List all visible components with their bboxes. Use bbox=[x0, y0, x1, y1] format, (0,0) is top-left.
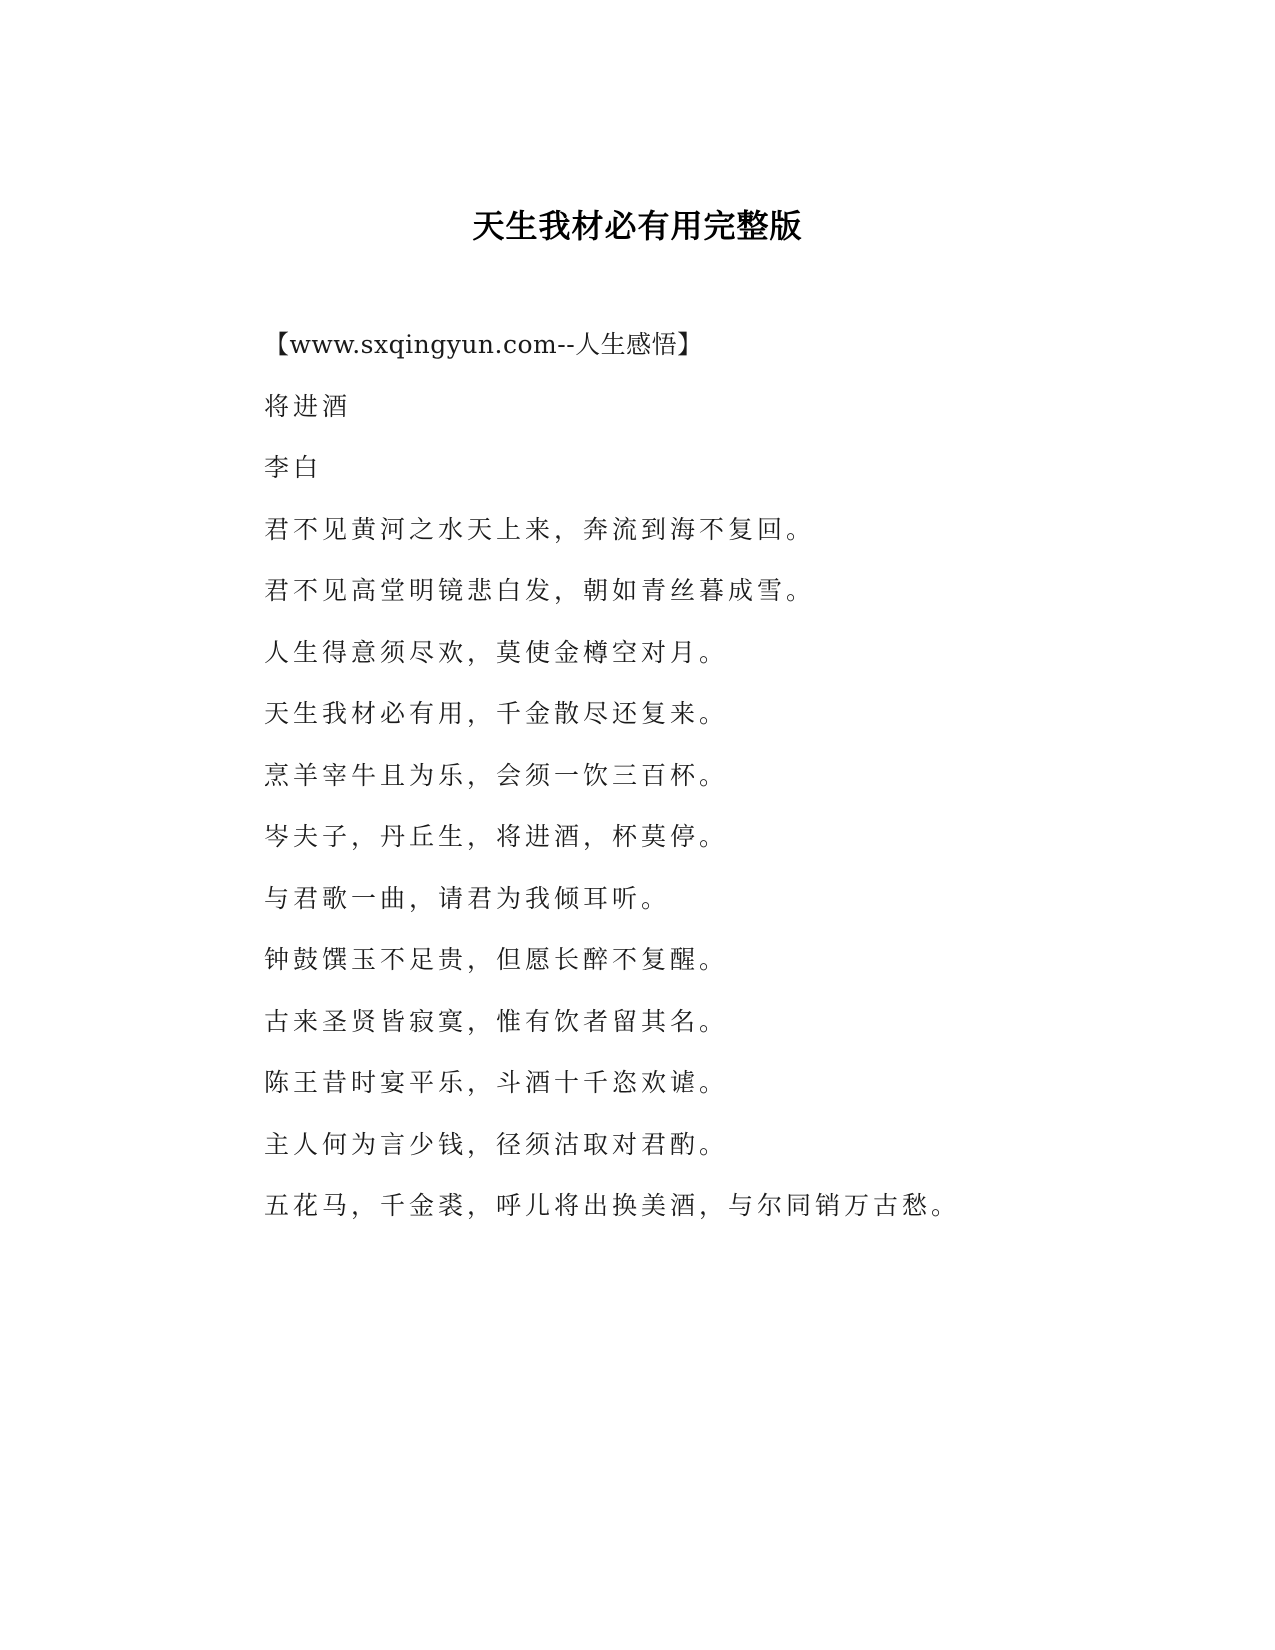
verse-line: 人生得意须尽欢，莫使金樽空对月。 bbox=[264, 637, 729, 667]
source-line: 【www.sxqingyun.com--人生感悟】 bbox=[264, 330, 703, 359]
poem-author: 李白 bbox=[264, 453, 323, 482]
poem-title: 将进酒 bbox=[264, 391, 352, 421]
verse-line: 陈王昔时宴平乐，斗酒十千恣欢谑。 bbox=[264, 1068, 729, 1097]
verse-line: 岑夫子，丹丘生，将进酒，杯莫停。 bbox=[264, 822, 729, 851]
verse-line: 君不见高堂明镜悲白发，朝如青丝暮成雪。 bbox=[264, 576, 816, 605]
verse-line: 古来圣贤皆寂寞，惟有饮者留其名。 bbox=[264, 1006, 729, 1036]
verse-line: 五花马，千金裘，呼儿将出换美酒，与尔同销万古愁。 bbox=[264, 1191, 961, 1220]
verse-line: 天生我材必有用，千金散尽还复来。 bbox=[264, 699, 729, 728]
verse-line: 钟鼓馔玉不足贵，但愿长醉不复醒。 bbox=[264, 945, 729, 974]
document-body bbox=[264, 328, 1024, 1251]
document-title: 天生我材必有用完整版 bbox=[472, 207, 803, 245]
verse-line: 与君歌一曲，请君为我倾耳听。 bbox=[264, 883, 671, 913]
verse-line: 主人何为言少钱，径须沽取对君酌。 bbox=[264, 1129, 729, 1159]
verse-line: 烹羊宰牛且为乐，会须一饮三百杯。 bbox=[264, 760, 729, 790]
verse-line: 君不见黄河之水天上来，奔流到海不复回。 bbox=[264, 514, 816, 544]
